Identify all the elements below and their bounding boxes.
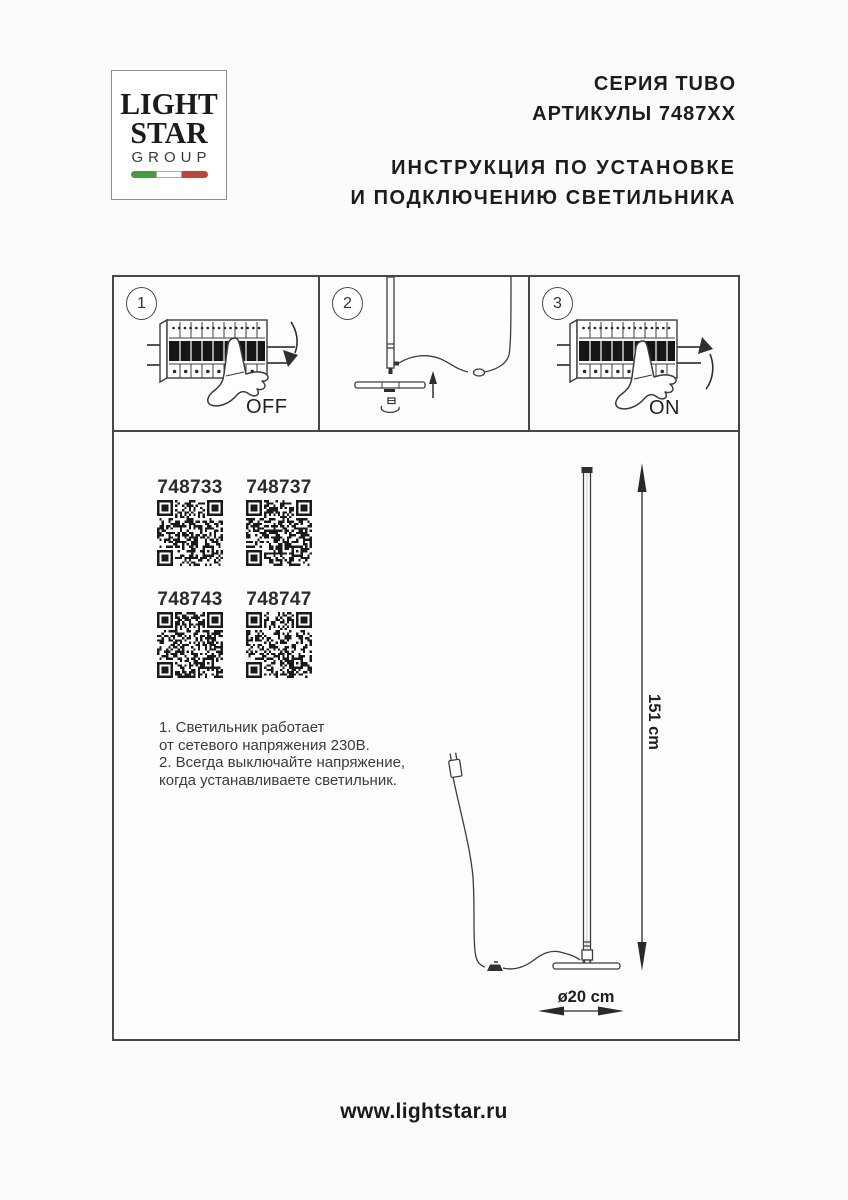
base-plate-icon (355, 382, 425, 388)
dimension-arrow-down (638, 942, 647, 971)
foot-switch-icon (487, 965, 503, 972)
logo-group-label: GROUP (131, 149, 212, 166)
logo-line-star: STAR (130, 115, 208, 150)
lightstar-logo (111, 70, 227, 200)
qr-code-748747 (246, 612, 312, 678)
instruction-title-line2: И ПОДКЛЮЧЕНИЮ СВЕТИЛЬНИКА (350, 187, 736, 209)
article-number-748743: 748743 (157, 589, 223, 610)
lamp-tube-icon (387, 277, 394, 368)
flag-white-segment (156, 171, 182, 178)
off-label: OFF (246, 396, 288, 418)
power-plug-icon (447, 752, 462, 777)
arrow-down-curve (291, 322, 297, 353)
article-number-748737: 748737 (246, 477, 312, 498)
circuit-breaker-icon (557, 320, 705, 382)
website-url: www.lightstar.ru (340, 1100, 508, 1123)
articles-title: АРТИКУЛЫ 7487XX (532, 103, 736, 125)
qr-code-748737 (246, 500, 312, 566)
breaker-on-illustration (530, 277, 737, 428)
step-1-panel (114, 277, 320, 430)
arrow-up-head (429, 371, 437, 384)
dimension-arrow-up (638, 463, 647, 492)
note-line: когда устанавливаете светильник. (159, 771, 397, 789)
dimension-arrow-left (538, 1007, 564, 1016)
article-number-748733: 748733 (157, 477, 223, 498)
cord-switch-icon (474, 369, 485, 376)
tube-top-cap (582, 467, 593, 473)
logo-wordmark (114, 86, 223, 150)
height-label: 151 cm (645, 694, 663, 750)
qr-code-748733 (157, 500, 223, 566)
on-label: ON (649, 397, 680, 419)
step-3-number: 3 (542, 287, 573, 320)
power-cord (399, 356, 468, 372)
series-title: СЕРИЯ TUBO (593, 73, 736, 95)
flag-red-segment (182, 171, 208, 178)
power-cord (453, 777, 485, 967)
arrow-up-curve (706, 354, 713, 389)
qr-code-748743 (157, 612, 223, 678)
step-3-panel (530, 277, 738, 430)
instruction-title-line1: ИНСТРУКЦИЯ ПО УСТАНОВКЕ (391, 157, 736, 179)
dimension-arrow-right (598, 1007, 624, 1016)
installation-steps (114, 277, 738, 432)
flag-green-segment (131, 171, 157, 178)
step-2-number: 2 (332, 287, 363, 320)
lamp-base (553, 963, 620, 969)
note-line: 1. Светильник работает (159, 719, 325, 736)
floor-lamp-diagram (430, 455, 730, 1045)
lamp-assembly-illustration (320, 277, 528, 428)
circuit-breaker-icon (147, 320, 295, 382)
note-line: от сетевого напряжения 230В. (159, 736, 370, 754)
logo-line-light: LIGHT (120, 86, 218, 121)
italian-flag-icon (131, 171, 208, 178)
arrow-up-head (698, 337, 713, 354)
step-2-panel (320, 277, 530, 430)
washer-ring-icon (381, 406, 399, 412)
diameter-label: ø20 cm (557, 988, 615, 1006)
note-line: 2. Всегда выключайте напряжение, (159, 754, 406, 771)
safety-notes (159, 719, 409, 789)
step-1-number: 1 (126, 287, 157, 320)
article-number-748747: 748747 (246, 589, 312, 610)
